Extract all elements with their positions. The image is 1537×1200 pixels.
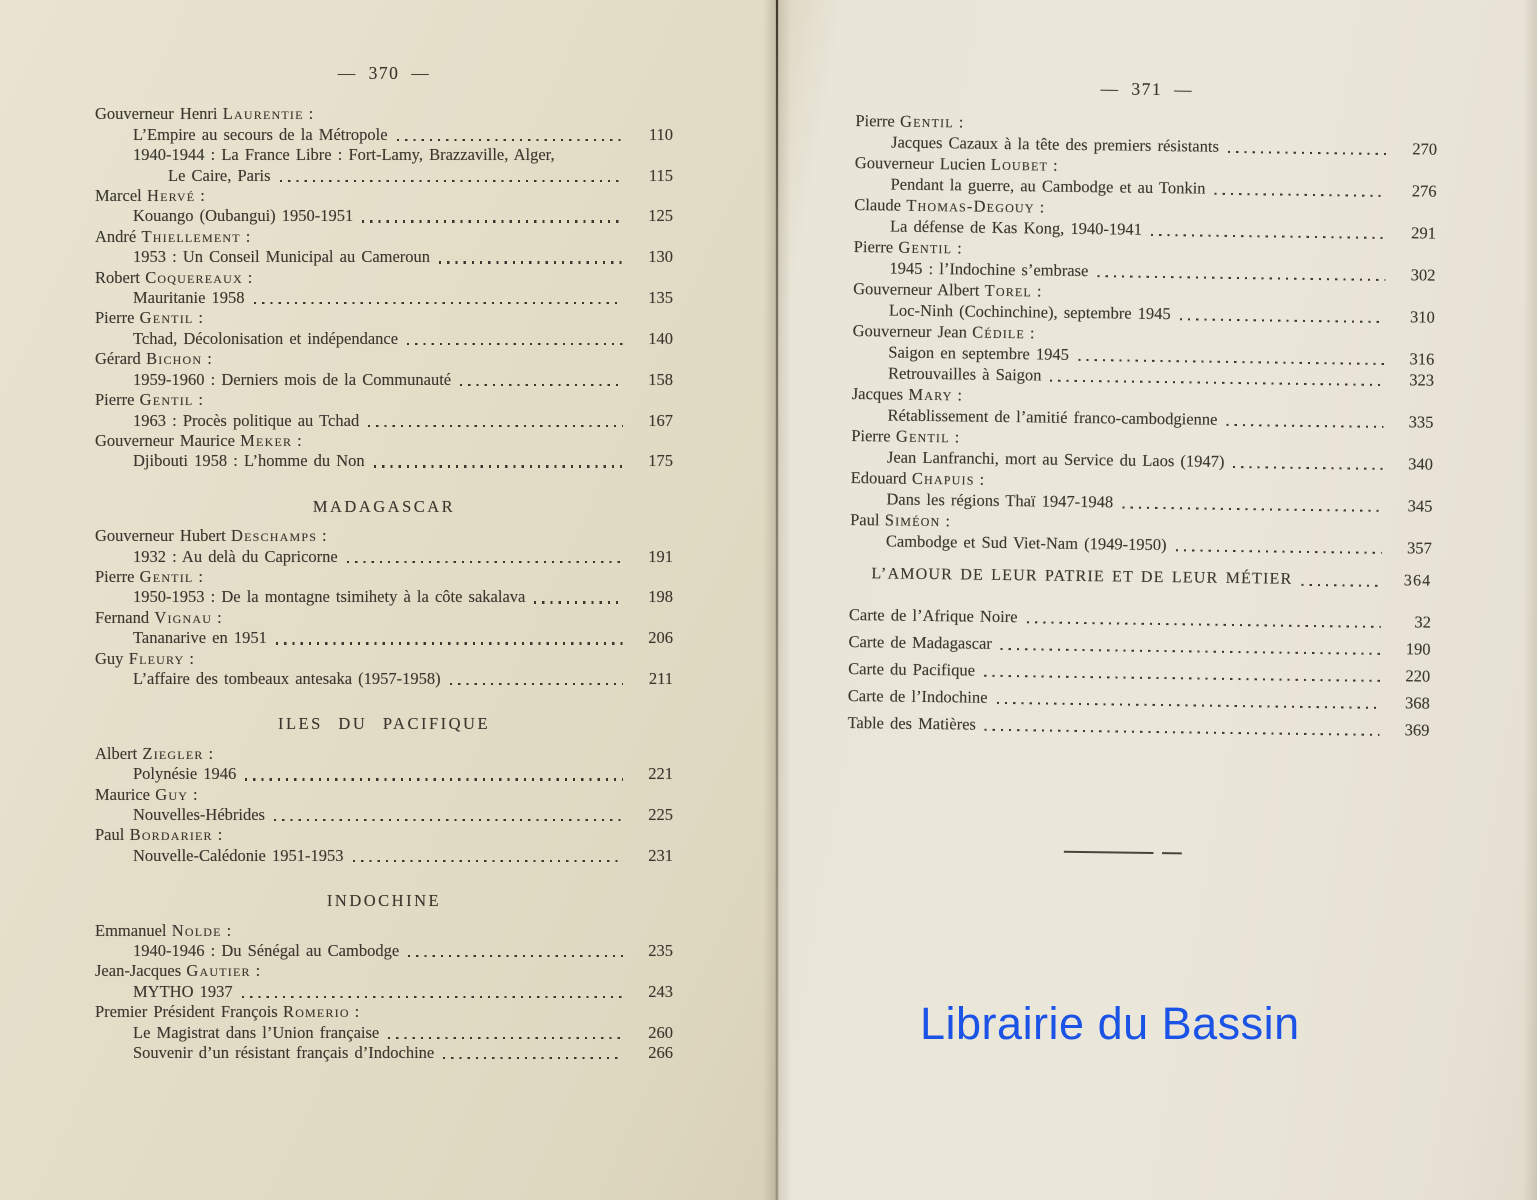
author-line	[95, 825, 673, 845]
author-surname: Cédile	[972, 322, 1026, 343]
author-colon: :	[1029, 323, 1035, 343]
author-first-name: Pierre	[853, 236, 894, 257]
dot-leader	[1050, 379, 1384, 386]
author-first-name: Paul	[95, 825, 125, 845]
dot-leader	[450, 683, 623, 685]
work-line	[95, 145, 673, 165]
work-title: L’affaire des tombeaux antesaka (1957-1958)	[133, 668, 441, 688]
page-number: 221	[648, 764, 673, 784]
page-number: 368	[1404, 693, 1430, 713]
author-first-name: Jacques	[851, 383, 904, 404]
dot-leader	[460, 384, 623, 386]
work-title: Dans les régions Thaï 1947-1948	[886, 489, 1114, 512]
work-line	[95, 125, 673, 145]
work-line	[95, 288, 673, 308]
item-title: Carte de l’Afrique Noire	[848, 604, 1018, 627]
toc-entry	[95, 186, 673, 227]
author-first-name: André	[95, 226, 137, 246]
feature-line	[871, 563, 1431, 591]
author-surname: Gentil	[139, 566, 194, 586]
work-title: Jean Lanfranchi, mort au Service du Laos (1947)	[886, 447, 1225, 471]
section-heading: ILES DU PACIFIQUE	[277, 714, 491, 734]
page-number: 175	[648, 451, 673, 471]
author-colon: :	[1052, 155, 1058, 175]
work-title: L’Empire au secours de la Métropole	[133, 124, 388, 144]
page-number: 211	[648, 668, 673, 688]
work-line	[95, 166, 673, 186]
work-line	[95, 411, 673, 431]
page-number: 369	[1404, 720, 1430, 740]
author-first-name: Pierre	[851, 425, 891, 446]
toc-page-371	[846, 75, 1438, 858]
page-number: 270	[1412, 139, 1438, 159]
author-colon: :	[1039, 197, 1045, 217]
author-surname: Gentil	[898, 237, 953, 258]
author-colon: :	[957, 238, 962, 258]
item-title: Carte de Madagascar	[848, 631, 992, 653]
author-first-name: Albert	[95, 743, 138, 763]
author-colon: :	[979, 469, 985, 489]
author-first-name: Pierre	[95, 308, 135, 328]
author-colon: :	[226, 920, 232, 940]
author-surname: Thiellement	[141, 226, 241, 246]
author-line	[95, 308, 673, 328]
work-title: 1959-1960 : Derniers mois de la Communauté	[133, 369, 452, 389]
section-heading: INDOCHINE	[326, 891, 442, 911]
dot-leader	[280, 180, 623, 182]
author-colon: :	[322, 526, 327, 546]
dot-leader	[534, 601, 623, 603]
page-number: 235	[648, 941, 673, 961]
work-title: Polynésie 1946	[133, 764, 237, 784]
dot-leader	[1214, 192, 1386, 197]
work-title: Rétablissement de l’amitié franco-cambodgienne	[887, 405, 1218, 429]
toc-entry	[95, 349, 673, 390]
author-surname: Gautier	[186, 961, 251, 981]
author-line	[95, 567, 673, 587]
author-colon: :	[945, 511, 951, 531]
author-line	[95, 961, 673, 981]
author-first-name: Gouverneur Hubert	[95, 526, 226, 546]
toc-entry	[95, 744, 673, 785]
author-colon: :	[247, 267, 253, 287]
page-number: 220	[1405, 666, 1431, 686]
work-title: Djibouti 1958 : L’homme du Non	[133, 451, 365, 471]
dot-leader	[443, 1057, 623, 1059]
author-colon: :	[217, 825, 223, 845]
page-number: 260	[648, 1022, 673, 1042]
author-first-name: Gouverneur Henri	[95, 104, 218, 124]
author-first-name: Gouverneur Jean	[852, 320, 968, 342]
page-number: 340	[1408, 454, 1434, 474]
page-number: 130	[648, 247, 673, 267]
page-number: 206	[648, 628, 673, 648]
author-line	[95, 921, 673, 941]
author-surname: Thomas-Degouy	[906, 195, 1035, 217]
author-first-name: Paul	[850, 509, 880, 530]
author-colon: :	[245, 226, 251, 246]
page-number: 125	[648, 206, 673, 226]
work-title: Le Caire, Paris	[168, 165, 271, 185]
work-title: Tchad, Décolonisation et indépendance	[133, 328, 399, 348]
author-surname: Siméon	[884, 510, 941, 531]
author-line	[95, 608, 673, 628]
dot-leader	[1151, 233, 1386, 238]
author-colon: :	[207, 349, 212, 369]
page-number: 243	[648, 981, 673, 1001]
author-colon: :	[1036, 281, 1042, 301]
page-number: 198	[648, 587, 673, 607]
toc-body	[95, 104, 673, 1063]
author-first-name: Gouverneur Albert	[853, 278, 980, 300]
work-title: 1950-1953 : De la montagne tsimihety à la côte sakalava	[133, 587, 526, 607]
work-title: La défense de Kas Kong, 1940-1941	[889, 216, 1143, 239]
author-colon: :	[198, 308, 203, 328]
author-colon: :	[198, 566, 203, 586]
author-surname: Gentil	[139, 390, 194, 410]
toc-entry	[95, 104, 673, 186]
author-first-name: Robert	[95, 267, 140, 287]
page-number: 316	[1409, 349, 1435, 369]
work-line	[95, 941, 673, 961]
author-line	[95, 1002, 673, 1022]
author-line	[95, 649, 673, 669]
work-line	[95, 370, 673, 390]
author-colon: :	[189, 648, 194, 668]
dot-leader	[407, 343, 623, 345]
author-colon: :	[208, 743, 214, 763]
author-first-name: Gouverneur Lucien	[854, 152, 986, 174]
page-number: 302	[1410, 265, 1436, 285]
work-title: Tananarive en 1951	[133, 628, 267, 648]
author-colon: :	[957, 385, 963, 405]
dot-leader	[353, 860, 624, 862]
page-number: 364	[1403, 572, 1432, 590]
work-title: Kouango (Oubangui) 1950-1951	[133, 206, 354, 226]
toc-entry	[95, 308, 673, 349]
toc-page-370	[95, 63, 673, 1063]
author-first-name: Premier Président François	[95, 1002, 278, 1022]
author-first-name: Emmanuel	[95, 920, 167, 940]
author-first-name: Jean-Jacques	[95, 961, 182, 981]
author-line	[95, 744, 673, 764]
page-number: 135	[648, 288, 673, 308]
toc-entry	[95, 431, 673, 472]
author-surname: Chapuis	[911, 468, 975, 489]
author-surname: Torel	[984, 280, 1033, 301]
work-title: Pendant la guerre, au Cambodge et au Tonkin	[890, 174, 1206, 198]
page-number: 225	[648, 805, 673, 824]
item-title: Table des Matières	[847, 712, 977, 734]
work-line	[95, 805, 673, 825]
toc-entry	[95, 785, 673, 826]
author-first-name: Pierre	[855, 110, 895, 131]
author-surname: Fleury	[128, 648, 185, 668]
page-number: 167	[648, 410, 673, 430]
dot-leader	[408, 955, 623, 957]
toc-entry	[95, 567, 673, 608]
work-title: MYTHO 1937	[133, 981, 233, 1001]
author-line	[95, 526, 673, 546]
work-line	[95, 329, 673, 349]
author-colon: :	[958, 112, 964, 132]
page-number: 140	[648, 328, 673, 348]
dot-leader	[362, 220, 623, 222]
page-header: — 370 —	[337, 63, 431, 83]
author-surname: Bichon	[146, 349, 203, 369]
author-surname: Coquereaux	[145, 267, 243, 287]
author-surname: Meker	[240, 430, 293, 450]
author-surname: Gentil	[899, 111, 954, 132]
author-colon: :	[297, 430, 302, 450]
page-number: 190	[1405, 639, 1431, 659]
dot-leader	[274, 819, 623, 821]
work-line	[95, 451, 673, 471]
dot-leader	[1228, 150, 1387, 154]
toc-entry	[850, 509, 1432, 559]
page-number: 276	[1411, 181, 1437, 201]
dot-leader	[1026, 621, 1380, 628]
work-line	[95, 628, 673, 648]
page-number: 323	[1409, 370, 1435, 390]
toc-entry	[95, 390, 673, 431]
dot-leader	[1097, 275, 1385, 281]
author-surname: Deschamps	[231, 526, 318, 546]
author-line	[95, 186, 673, 206]
work-line	[95, 587, 673, 607]
author-surname: Gentil	[895, 426, 950, 447]
author-colon: :	[198, 390, 203, 410]
page-number: 32	[1414, 612, 1432, 632]
author-line	[95, 227, 673, 247]
work-title: Nouvelles-Hébrides	[133, 805, 265, 824]
author-colon: :	[200, 186, 205, 206]
author-colon: :	[193, 784, 198, 804]
dot-leader	[1233, 466, 1383, 470]
author-first-name: Gouverneur Maurice	[95, 430, 235, 450]
author-line	[95, 104, 673, 124]
work-line	[95, 1043, 673, 1063]
work-title: 1953 : Un Conseil Municipal au Cameroun	[133, 247, 431, 267]
dot-leader	[996, 702, 1379, 709]
author-surname: Vignau	[154, 607, 213, 627]
page-number: 115	[648, 165, 673, 185]
work-line	[95, 669, 673, 689]
work-title: 1963 : Procès politique au Tchad	[133, 410, 360, 430]
dot-leader	[374, 465, 623, 467]
toc-entry	[95, 608, 673, 649]
work-title: 1945 : l’Indochine s’embrase	[889, 258, 1089, 281]
feature-title: L’AMOUR DE LEUR PATRIE ET DE LEUR MÉTIER	[871, 565, 1293, 588]
toc-entry	[95, 227, 673, 268]
dot-leader	[1001, 648, 1381, 655]
work-line	[95, 982, 673, 1002]
dot-leader	[1180, 318, 1385, 323]
author-line	[95, 431, 673, 451]
author-surname: Bordarier	[129, 825, 213, 845]
section-heading: MADAGASCAR	[312, 496, 456, 516]
author-first-name: Pierre	[95, 566, 135, 586]
work-title: Mauritanie 1958	[133, 288, 245, 308]
author-line	[95, 785, 673, 805]
work-title: Le Magistrat dans l’Union française	[133, 1022, 380, 1042]
work-title: 1932 : Au delà du Capricorne	[133, 546, 338, 566]
dot-leader	[368, 425, 623, 427]
author-line	[95, 390, 673, 410]
dot-leader	[1301, 583, 1381, 586]
author-first-name: Pierre	[95, 390, 135, 410]
toc-entry	[95, 825, 673, 866]
dot-leader	[1226, 423, 1383, 427]
author-colon: :	[217, 607, 222, 627]
work-line	[95, 764, 673, 784]
item-title: Carte du Pacifique	[848, 658, 976, 680]
author-line	[95, 349, 673, 369]
work-title: Nouvelle-Calédonie 1951-1953	[133, 845, 344, 865]
work-title: Jacques Cazaux à la tête des premiers résistants	[891, 132, 1220, 156]
toc-entry	[852, 320, 1435, 391]
work-line	[95, 206, 673, 226]
page-number: 231	[648, 845, 673, 865]
author-colon: :	[354, 1002, 360, 1022]
author-first-name: Edouard	[850, 467, 907, 488]
toc-entry	[95, 268, 673, 309]
page-number: 310	[1410, 307, 1436, 327]
author-colon: :	[255, 961, 261, 981]
toc-entry	[95, 921, 673, 962]
toc-body	[846, 110, 1438, 858]
divider-rule	[1064, 851, 1182, 855]
page-number: 291	[1411, 223, 1437, 243]
watermark: Librairie du Bassin	[920, 998, 1300, 1049]
author-surname: Gentil	[139, 308, 194, 328]
dot-leader	[245, 778, 623, 780]
dot-leader	[254, 302, 623, 304]
dot-leader	[242, 996, 623, 998]
work-title: 1940-1946 : Du Sénégal au Cambodge	[133, 941, 400, 961]
author-first-name: Maurice	[95, 784, 150, 804]
work-line	[95, 1023, 673, 1043]
work-title: Retrouvailles à Saigon	[887, 363, 1042, 385]
work-line	[95, 846, 673, 866]
dot-leader	[1078, 359, 1384, 365]
author-first-name: Fernand	[95, 607, 150, 627]
dot-leader	[276, 642, 623, 644]
dot-leader	[1122, 506, 1382, 512]
dot-leader	[439, 261, 623, 263]
work-line	[95, 547, 673, 567]
author-first-name: Guy	[95, 648, 124, 668]
toc-entry	[95, 961, 673, 1002]
work-title: Loc-Ninh (Cochinchine), septembre 1945	[888, 300, 1171, 324]
page-number: 266	[648, 1043, 673, 1063]
toc-entry	[95, 526, 673, 567]
author-surname: Guy	[155, 784, 189, 804]
author-surname: Romerio	[282, 1002, 350, 1022]
author-first-name: Marcel	[95, 186, 142, 206]
work-title: Souvenir d’un résistant français d’Indochine	[133, 1043, 435, 1063]
author-surname: Hervé	[147, 186, 196, 206]
dot-leader	[985, 728, 1380, 736]
author-surname: Mary	[908, 384, 953, 405]
author-colon: :	[308, 104, 314, 124]
dot-leader	[1176, 549, 1382, 554]
work-line	[95, 247, 673, 267]
author-first-name: Claude	[854, 194, 902, 215]
page-number: 345	[1407, 496, 1433, 516]
page-number: 110	[648, 124, 673, 144]
dot-leader	[984, 674, 1380, 682]
dot-leader	[388, 1037, 623, 1039]
author-surname: Nolde	[171, 920, 222, 940]
author-line	[95, 268, 673, 288]
toc-entry	[95, 649, 673, 690]
page-number: 158	[648, 369, 673, 389]
dot-leader	[397, 139, 623, 141]
toc-entry	[95, 1002, 673, 1063]
page-header: — 371 —	[1100, 78, 1194, 100]
author-surname: Loubet	[990, 154, 1049, 175]
author-surname: Laurentie	[222, 104, 304, 124]
author-colon: :	[954, 427, 960, 447]
work-title: Saigon en septembre 1945	[888, 342, 1070, 364]
item-title: Carte de l’Indochine	[847, 685, 988, 707]
page-number: 335	[1408, 412, 1434, 432]
work-title: Cambodge et Sud Viet-Nam (1949-1950)	[885, 531, 1167, 555]
work-title: 1940-1944 : La France Libre : Fort-Lamy, Brazzaville, Alger,	[133, 145, 555, 165]
page-number: 357	[1406, 538, 1432, 558]
dot-leader	[347, 561, 623, 563]
author-surname: Ziegler	[142, 743, 204, 763]
page-number: 191	[648, 546, 673, 566]
author-first-name: Gérard	[95, 349, 141, 369]
